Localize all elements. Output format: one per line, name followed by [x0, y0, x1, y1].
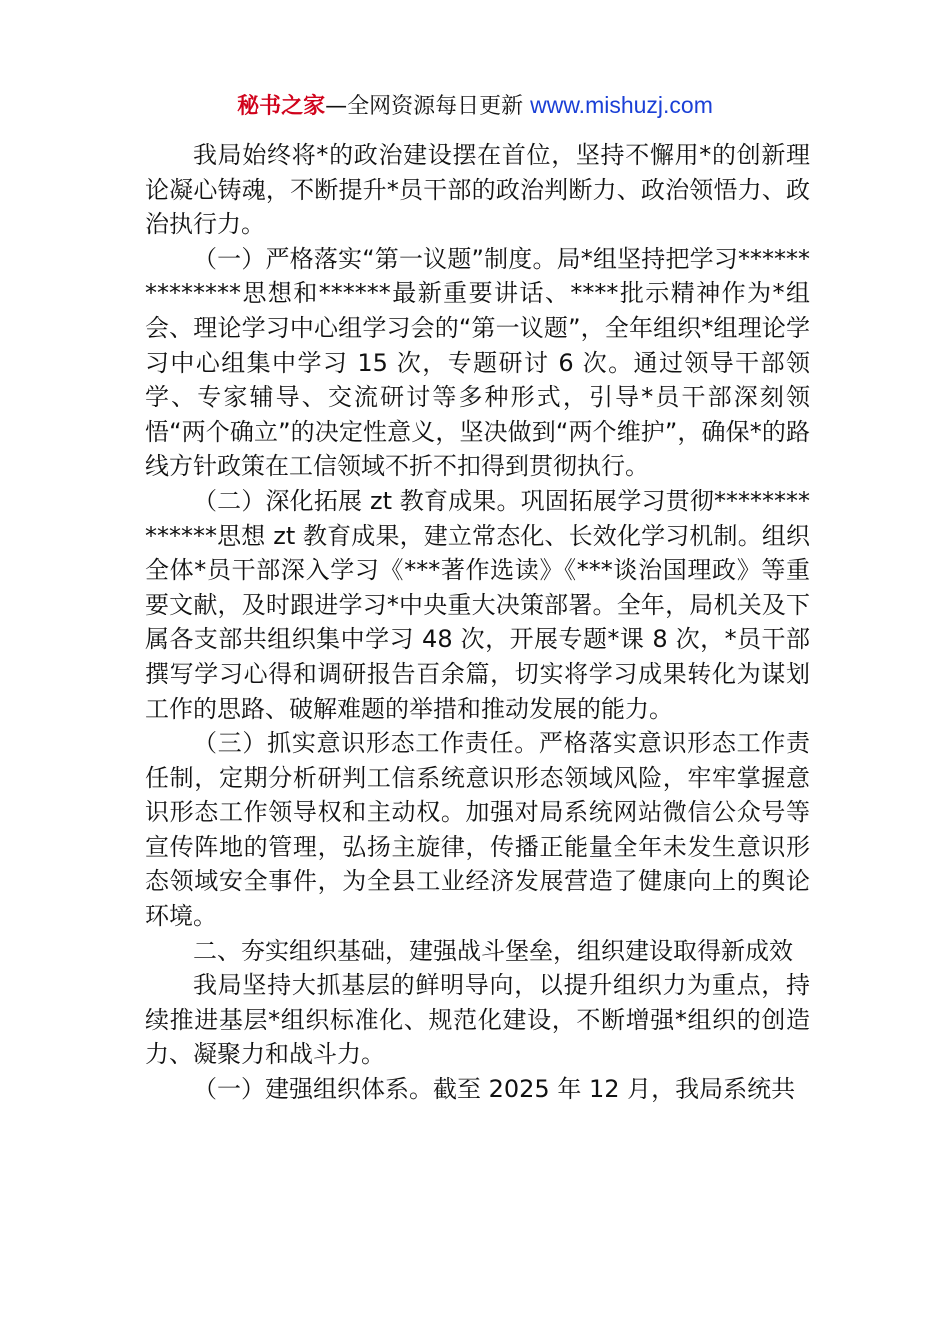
header-tagline: —全网资源每日更新	[325, 94, 531, 119]
site-header	[0, 88, 950, 124]
brand-name: 秘书之家	[237, 94, 326, 119]
paragraph-intro: 我局始终将*的政治建设摆在首位，坚持不懈用*的创新理论凝心铸魂，不断提升*员干部的政治判断力、政治领悟力、政治执行力。	[145, 141, 810, 239]
site-url-link[interactable]: www.mishuzj.com	[530, 92, 713, 118]
paragraph-organization-intro: 我局坚持大抓基层的鲜明导向，以提升组织力为重点，持续推进基层*组织标准化、规范化建设，不断增强*组织的创造力、凝聚力和战斗力。	[145, 971, 810, 1069]
document-body	[145, 138, 810, 1107]
paragraph-ideology-responsibility: （三）抓实意识形态工作责任。严格落实意识形态工作责任制，定期分析研判工信系统意识形态领域风险，牢牢掌握意识形态工作领导权和主动权。加强对局系统网站微信公众号等宣传阵地的管理，弘扬主旋律，传播正能量全年未发生意识形态领域安全事件，为全县工业经济发展营造了健康向上的舆论环境。	[145, 729, 810, 931]
paragraph-education-results: （二）深化拓展 zt 教育成果。巩固拓展学习贯彻**************思想 zt 教育成果，建立常态化、长效化学习机制。组织全体*员干部深入学习《***著作选读》《***谈治国理政》等重要文献，及时跟进学习*中央重大决策部署。全年，局机关及下属各支部共组织集中学习 48 次，开展专题*课 8 次，*员干部撰写学习心得和调研报告百余篇，切实将学习成果转化为谋划工作的思路、破解难题的举措和推动发展的能力。	[145, 486, 810, 723]
section-heading-organization: 二、夯实组织基础，建强战斗堡垒，组织建设取得新成效	[193, 936, 793, 965]
paragraph-first-topic: （一）严格落实“第一议题”制度。局*组坚持把学习**************思想和******最新重要讲话、****批示精神作为*组会、理论学习中心组学习会的“第一议题”，全年组织*组理论学习中心组集中学习 15 次，专题研讨 6 次。通过领导干部领学、专家辅导、交流研讨等多种形式，引导*员干部深刻领悟“两个确立”的决定性意义，坚决做到“两个维护”，确保*的路线方针政策在工信领域不折不扣得到贯彻执行。	[145, 244, 810, 481]
paragraph-organization-system: （一）建强组织体系。截至 2025 年 12 月，我局系统共	[193, 1075, 796, 1104]
